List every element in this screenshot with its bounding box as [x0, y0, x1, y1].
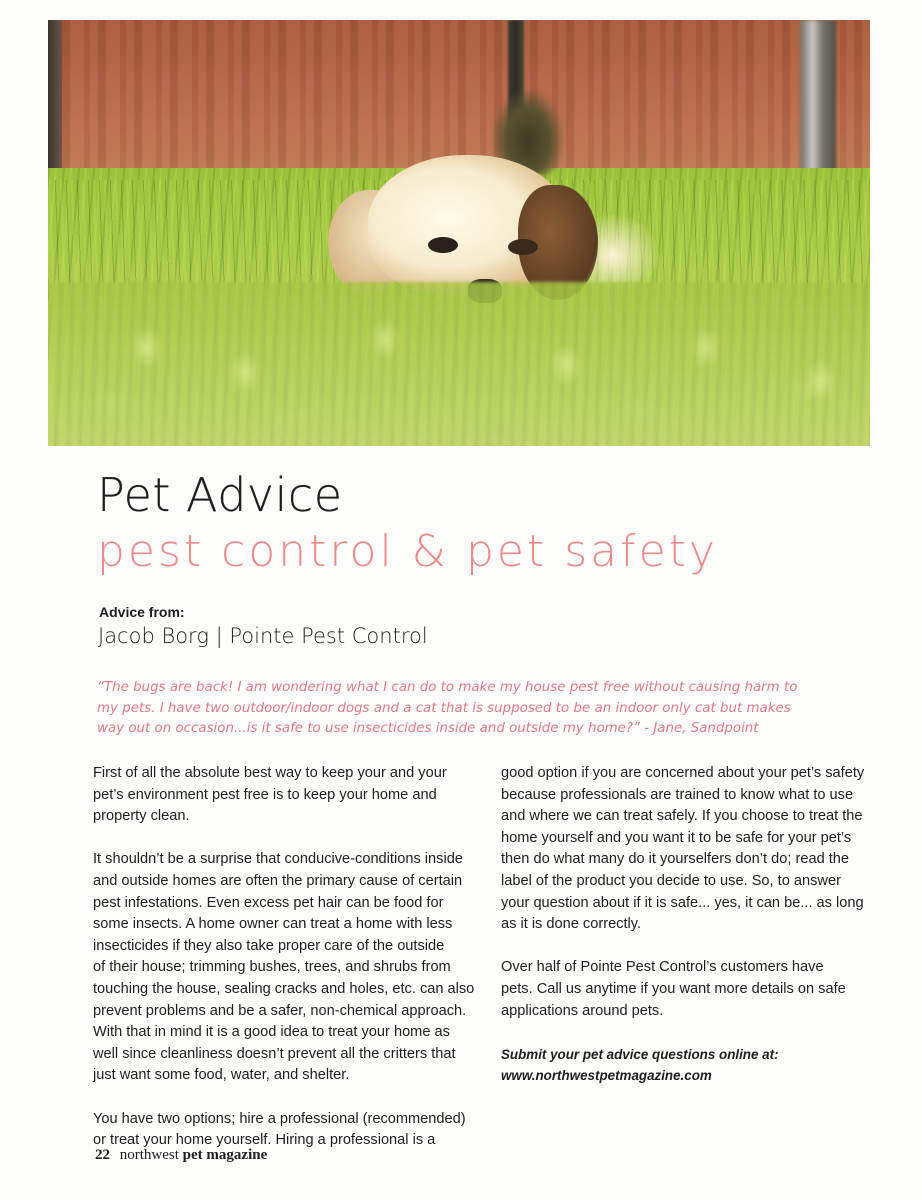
text-line: applications around pets. [501, 1002, 664, 1019]
text-line: label of the product you decide to use. So, to answer [501, 872, 841, 889]
fence-post [800, 20, 836, 172]
body-paragraph [501, 763, 871, 936]
byline-author: Jacob Borg | Pointe Pest Control [98, 624, 428, 648]
text-line: Over half of Pointe Pest Control’s customers have [501, 959, 824, 976]
page-footer [95, 1147, 267, 1164]
body-column-right [501, 763, 871, 1109]
article-title: Pet Advice [97, 468, 343, 522]
fence-post [48, 20, 62, 180]
text-line: just want some food, water, and shelter. [93, 1067, 350, 1084]
text-line: of their house; trimming bushes, trees, and shrubs from [93, 959, 451, 976]
text-line: pest infestations. Even excess pet hair can be food for [93, 894, 444, 911]
text-line: or treat your home yourself. Hiring a professional is a [93, 1132, 436, 1149]
text-line: some insects. A home owner can treat a home with less [93, 916, 453, 933]
text-line: and outside homes are often the primary cause of certain [93, 872, 463, 889]
quote-line: way out on occasion...is it safe to use insecticides inside and outside my home?” - Jane, Sandpoint [97, 721, 759, 736]
page-number: 22 [95, 1147, 110, 1163]
text-line: First of all the absolute best way to keep your and your [93, 765, 447, 781]
dog-eye [428, 237, 458, 253]
text-line: as it is done correctly. [501, 916, 642, 933]
magazine-website-link[interactable]: www.northwestpetmagazine.com [501, 1068, 712, 1084]
text-line: property clean. [93, 808, 190, 825]
magazine-name: northwest [119, 1147, 179, 1163]
text-line: It shouldn’t be a surprise that conducive-conditions inside [93, 851, 463, 868]
reader-question-quote [97, 678, 871, 740]
body-paragraph [501, 957, 871, 1022]
dog-eye [508, 239, 538, 255]
text-line: home yourself and you want it to be safe for your pet’s [501, 829, 852, 846]
text-line: prevent problems and be a safer, non-chemical approach. [93, 1002, 467, 1019]
body-paragraph [93, 849, 493, 1087]
body-paragraph [93, 1109, 493, 1152]
body-paragraph [93, 763, 493, 828]
text-line: then do what many do it yourselfers don’t do; read the [501, 851, 850, 868]
text-line: your question about if it is safe... yes, it can be... as long [501, 894, 864, 911]
hero-photo-dog-in-grass [48, 20, 870, 446]
text-line: good option if you are concerned about your pet’s safety [501, 765, 865, 781]
text-line: pets. Call us anytime if you want more details on safe [501, 980, 846, 997]
text-line: pet’s environment pest free is to keep your home and [93, 786, 437, 803]
text-line: You have two options; hire a professional (recommended) [93, 1110, 466, 1127]
text-line: With that in mind it is a good idea to treat your home as [93, 1024, 450, 1041]
body-column-left [93, 763, 493, 1173]
magazine-name: pet magazine [182, 1147, 268, 1163]
text-line: and where we can treat safely. If you choose to treat the [501, 808, 863, 825]
byline-label: Advice from: [99, 604, 185, 620]
callout-text: Submit your pet advice questions online at: [501, 1046, 779, 1062]
quote-line: “The bugs are back! I am wondering what I can do to make my house pest free without causing harm to [97, 680, 798, 695]
submit-questions-callout [501, 1044, 871, 1087]
text-line: touching the house, sealing cracks and holes, etc. can also [93, 980, 475, 997]
text-line: well since cleanliness doesn’t prevent all the critters that [93, 1045, 456, 1062]
grass-foreground [48, 282, 870, 446]
quote-line: my pets. I have two outdoor/indoor dogs and a cat that is supposed to be an indoor only cat but makes [97, 700, 791, 716]
text-line: insecticides if they also take proper care of the outside [93, 937, 445, 954]
article-subtitle: pest control & pet safety [97, 526, 718, 577]
text-line: because professionals are trained to know what to use [501, 786, 854, 803]
